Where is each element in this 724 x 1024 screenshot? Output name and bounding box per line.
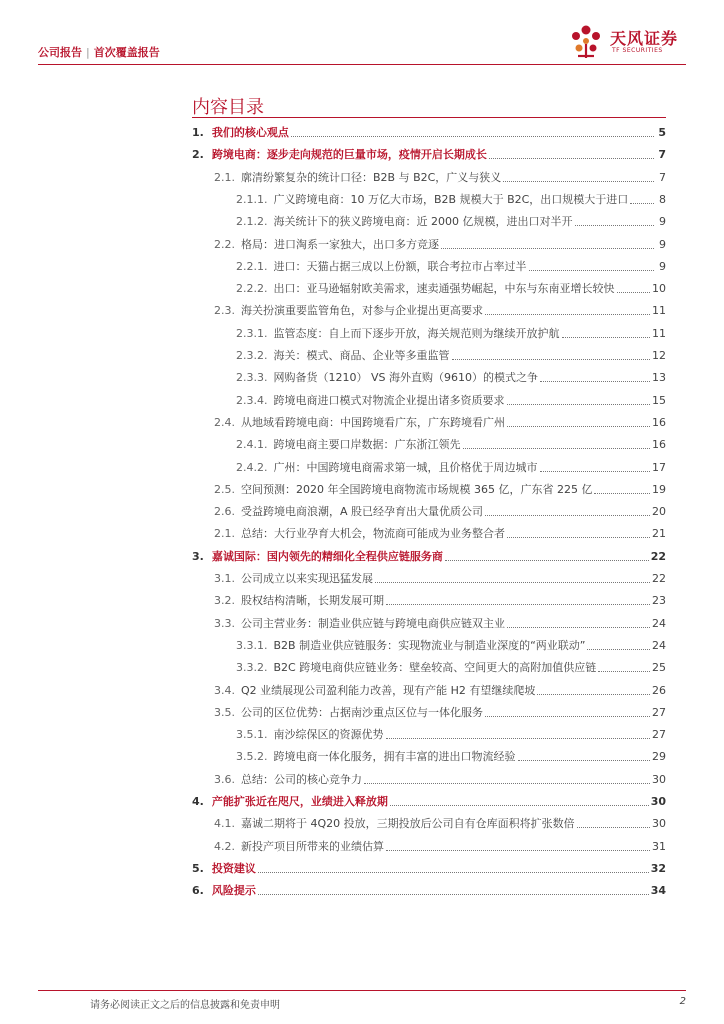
toc-entry-title[interactable]: 新投产项目所带来的业绩估算: [241, 839, 384, 853]
toc-entry-title[interactable]: 投资建议: [211, 861, 256, 875]
toc-entry-page: 20: [652, 505, 666, 519]
toc-leader-dots: [630, 202, 654, 204]
toc-entry-title[interactable]: B2B 制造业供应链服务：实现物流业与制造业深度的“两业联动”: [273, 638, 586, 652]
toc-entry-title[interactable]: 公司的区位优势：占据南沙重点区位与一体化服务: [241, 705, 483, 719]
toc-entry-number: 6.: [192, 884, 204, 898]
toc-entry-page: 16: [652, 415, 666, 429]
toc-entry-page: 31: [652, 839, 666, 853]
breadcrumb-separator: |: [86, 46, 90, 59]
footer-divider: [38, 990, 686, 991]
toc-entry[interactable]: [192, 499, 666, 519]
toc-entry-number: 2.2.1.: [236, 259, 268, 273]
toc-entry-page: 9: [659, 237, 666, 251]
toc-entry-number: 5.: [192, 861, 204, 875]
toc-entry-page: 12: [652, 349, 666, 362]
toc-entry-page: 16: [652, 438, 666, 452]
toc-entry-number: 2.4.1.: [236, 438, 268, 452]
toc-leader-dots: [537, 693, 650, 695]
toc-leader-dots: [390, 804, 649, 806]
toc-entry-title[interactable]: 南沙综保区的资源优势: [273, 728, 384, 742]
toc-entry-number: 4.2.: [214, 839, 235, 853]
toc-entry-title[interactable]: B2C 跨境电商供应链业务：壁垒较高、空间更大的高附加值供应链: [273, 661, 597, 675]
toc-leader-dots: [445, 559, 649, 561]
toc-entry-number: 2.2.: [214, 237, 235, 251]
toc-leader-dots: [386, 737, 651, 739]
toc-entry-page: 30: [652, 817, 666, 831]
toc-entry-title[interactable]: 广州：中国跨境电商需求第一城，且价格优于周边城市: [273, 460, 538, 474]
toc-entry-number: 2.3.1.: [236, 326, 268, 340]
toc-entry-page: 19: [652, 482, 666, 496]
toc-entry-title[interactable]: 跨境电商进口模式对物流企业提出诸多资质要求: [273, 393, 505, 407]
toc-entry-title[interactable]: 产能扩张近在咫尺，业绩进入释放期: [211, 795, 388, 808]
toc-entry[interactable]: [192, 678, 666, 698]
toc-entry-title[interactable]: 风险提示: [211, 884, 256, 898]
toc-leader-dots: [503, 180, 654, 182]
toc-leader-dots: [507, 536, 650, 538]
toc-entry-number: 2.3.3.: [236, 371, 268, 385]
toc-entry[interactable]: [192, 521, 666, 541]
toc-entry-page: 30: [650, 795, 666, 808]
toc-entry-number: 1.: [192, 126, 204, 139]
toc-leader-dots: [485, 514, 650, 516]
toc-entry-number: 2.4.2.: [236, 460, 268, 474]
toc-entry-page: 30: [652, 772, 666, 786]
toc-entry[interactable]: [192, 298, 666, 318]
toc-entry[interactable]: [192, 700, 666, 720]
toc-entry-number: 3.3.: [214, 616, 235, 630]
toc-entry-page: 27: [652, 728, 666, 742]
toc-entry[interactable]: [192, 365, 666, 385]
toc-entry-number: 2.3.4.: [236, 393, 268, 407]
toc-entry-number: 4.: [192, 795, 204, 808]
toc-entry-number: 3.1.: [214, 572, 235, 585]
toc-leader-dots: [258, 871, 649, 873]
toc-entry-title[interactable]: 跨境电商：逐步走向规范的巨量市场，疫情开启长期成长: [211, 148, 487, 162]
page-number: 2: [679, 996, 686, 1007]
toc-entry-page: 7: [659, 170, 666, 184]
toc-entry[interactable]: [192, 165, 666, 185]
toc-entry-number: 2.5.: [214, 482, 235, 496]
toc-leader-dots: [485, 715, 650, 717]
toc-entry-page: 17: [652, 460, 666, 474]
toc-entry[interactable]: [192, 544, 666, 564]
toc-entry-title[interactable]: 跨境电商一体化服务，拥有丰富的进出口物流经验: [273, 750, 516, 764]
toc-entry-title[interactable]: 股权结构清晰，长期发展可期: [241, 594, 384, 608]
toc-entry[interactable]: [192, 410, 666, 430]
toc-entry-title[interactable]: 跨境电商主要口岸数据：广东浙江领先: [273, 438, 461, 452]
toc-leader-dots: [540, 470, 651, 472]
toc-leader-dots: [577, 826, 650, 828]
logo-wordmark: 天风证券: [610, 29, 679, 48]
logo-subtitle: TF SECURITIES: [612, 47, 663, 54]
toc-entry-title[interactable]: 总结：公司的核心竞争力: [241, 772, 362, 786]
page-header: [38, 29, 686, 64]
toc-leader-dots: [452, 358, 651, 360]
toc-entry-title[interactable]: 海关扮演重要监管角色，对参与企业提出更高要求: [241, 304, 483, 318]
toc-entry-page: 9: [659, 215, 666, 229]
toc-entry-number: 3.5.1.: [236, 728, 268, 742]
toc-entry-page: 24: [652, 638, 666, 652]
toc-entry[interactable]: [192, 856, 666, 876]
toc-leader-dots: [507, 626, 650, 628]
toc-leader-dots: [386, 849, 650, 851]
toc-entry[interactable]: [192, 811, 666, 831]
toc-entry-title[interactable]: 我们的核心观点: [211, 126, 289, 139]
toc-entry-title[interactable]: 网购备货（1210） VS 海外直购（9610）的模式之争: [273, 371, 538, 385]
toc-entry-number: 3.5.2.: [236, 750, 268, 764]
toc-entry-title[interactable]: 监管态度：自上而下逐步开放，海关规范则为继续开放护航: [273, 326, 560, 340]
toc-leader-dots: [291, 135, 654, 137]
toc-title-divider: [192, 117, 666, 118]
toc-leader-dots: [364, 782, 650, 784]
toc-entry[interactable]: [192, 588, 666, 608]
toc-leader-dots: [507, 425, 650, 427]
toc-entry[interactable]: [192, 343, 666, 363]
toc-entry[interactable]: [192, 834, 666, 854]
toc-entry-title[interactable]: 广义跨境电商：10 万亿大市场，B2B 规模大于 B2C，出口规模大于进口: [273, 192, 629, 206]
toc-entry-page: 26: [652, 683, 666, 697]
toc-entry-number: 3.5.: [214, 705, 235, 719]
toc-entry-number: 2.4.: [214, 415, 235, 429]
breadcrumb-report-type: 公司报告: [38, 46, 82, 59]
toc-leader-dots: [587, 648, 650, 650]
toc-entry-number: 2.1.2.: [236, 215, 268, 229]
company-logo: [566, 20, 686, 64]
toc-leader-dots: [463, 447, 651, 449]
toc-entry[interactable]: [192, 744, 666, 764]
toc-entry[interactable]: [192, 187, 666, 207]
toc-entry-page: 5: [658, 126, 666, 139]
toc-entry-number: 3.3.1.: [236, 638, 268, 652]
toc-leader-dots: [518, 759, 651, 761]
toc-entry-page: 22: [650, 549, 666, 563]
toc-entry-number: 2.: [192, 148, 204, 162]
toc-leader-dots: [540, 380, 650, 382]
toc-entry[interactable]: [192, 633, 666, 653]
toc-entry[interactable]: [192, 477, 666, 497]
toc-entry-page: 32: [650, 861, 666, 875]
breadcrumb-coverage: 首次覆盖报告: [93, 46, 160, 59]
toc-entry[interactable]: [192, 767, 666, 787]
toc-entry[interactable]: [192, 432, 666, 452]
toc-entry-page: 8: [659, 192, 666, 206]
toc-entry-page: 11: [652, 304, 666, 318]
toc-leader-dots: [575, 224, 655, 226]
toc-entry-number: 3.6.: [214, 772, 235, 786]
toc-leader-dots: [485, 313, 650, 315]
toc-entry-title[interactable]: 廓清纷繁复杂的统计口径：B2B 与 B2C，广义与狭义: [241, 170, 502, 184]
toc-entry-number: 2.1.: [214, 170, 235, 184]
toc-entry-title[interactable]: 进口：天猫占据三成以上份额，联合考拉市占率过半: [273, 259, 527, 273]
toc-entry-page: 21: [652, 527, 666, 541]
header-divider: [38, 64, 686, 65]
toc-entry[interactable]: [192, 388, 666, 408]
toc-entry-page: 27: [652, 705, 666, 719]
toc-entry-number: 3.2.: [214, 594, 235, 608]
toc-entry-page: 13: [652, 371, 666, 385]
toc-entry[interactable]: [192, 722, 666, 742]
toc-entry[interactable]: [192, 655, 666, 675]
toc-entry-number: 3.4.: [214, 683, 235, 697]
toc-entry-title[interactable]: 格局：进口淘系一家独大，出口多方竞逐: [241, 237, 439, 251]
toc-entry-page: 23: [652, 594, 666, 608]
toc-entry[interactable]: [192, 455, 666, 475]
toc-entry-number: 2.1.1.: [236, 192, 268, 206]
toc-entry[interactable]: [192, 878, 666, 898]
breadcrumb: [38, 44, 160, 60]
toc-entry-number: 2.2.2.: [236, 282, 268, 296]
toc-entry-title[interactable]: 从地域看跨境电商：中国跨境看广东，广东跨境看广州: [241, 415, 505, 429]
toc-leader-dots: [375, 581, 650, 583]
toc-entry-page: 10: [652, 282, 666, 296]
toc-leader-dots: [562, 336, 651, 338]
toc-entry[interactable]: [192, 209, 666, 229]
toc-entry-number: 3.3.2.: [236, 661, 268, 675]
toc-entry-page: 9: [659, 259, 666, 273]
toc-entry-page: 29: [652, 750, 666, 764]
toc-entry[interactable]: [192, 232, 666, 252]
toc-leader-dots: [617, 291, 651, 293]
toc-entry-title[interactable]: 空间预测：2020 年全国跨境电商物流市场规模 365 亿，广东省 225 亿: [241, 482, 593, 496]
toc-entry-title[interactable]: 海关统计下的狭义跨境电商：近 2000 亿规模，进出口对半开: [273, 215, 573, 229]
toc-entry-title[interactable]: 公司主营业务：制造业供应链与跨境电商供应链双主业: [241, 616, 505, 630]
toc-entry-title[interactable]: Q2 业绩展现公司盈利能力改善，现有产能 H2 有望继续爬坡: [241, 683, 536, 697]
toc-entry-title[interactable]: 受益跨境电商浪潮，A 股已经孕育出大量优质公司: [241, 505, 484, 519]
logo-mark-icon: [566, 22, 606, 62]
toc-entry-page: 34: [650, 884, 666, 898]
toc-entry[interactable]: [192, 321, 666, 341]
toc-title: 内容目录: [192, 97, 264, 118]
toc-entry-title[interactable]: 嘉诚二期将于 4Q20 投放，三期投放后公司自有仓库面积将扩张数倍: [241, 817, 575, 831]
toc-leader-dots: [441, 247, 654, 249]
toc-entry-number: 2.6.: [214, 505, 235, 519]
toc-entry-number: 4.1.: [214, 817, 235, 831]
toc-entry[interactable]: [192, 142, 666, 162]
toc-entry-page: 24: [652, 616, 666, 630]
toc-leader-dots: [489, 157, 654, 159]
toc-entry[interactable]: [192, 120, 666, 140]
toc-entry[interactable]: [192, 566, 666, 586]
toc-leader-dots: [598, 670, 650, 672]
toc-entry-title[interactable]: 公司成立以来实现迅猛发展: [241, 572, 373, 585]
toc-entry-page: 11: [652, 326, 666, 340]
toc-entry[interactable]: [192, 254, 666, 274]
toc-entry-number: 2.3.: [214, 304, 235, 318]
toc-entry-page: 22: [652, 572, 666, 585]
toc-entry-number: 3.: [192, 549, 204, 563]
toc-entry[interactable]: [192, 276, 666, 296]
toc-entry-title[interactable]: 海关：模式、商品、企业等多重监管: [273, 349, 450, 362]
toc-entry-page: 7: [658, 148, 666, 162]
toc-entry-title[interactable]: 总结：大行业孕育大机会，物流商可能成为业务整合者: [241, 527, 505, 541]
toc-leader-dots: [529, 269, 655, 271]
toc-leader-dots: [507, 403, 651, 405]
toc-entry-page: 15: [652, 393, 666, 407]
toc-entry-title[interactable]: 出口：亚马逊辐射欧美需求，速卖通强势崛起，中东与东南亚增长较快: [273, 282, 615, 296]
toc-entry-page: 25: [652, 661, 666, 675]
toc-entry[interactable]: [192, 611, 666, 631]
toc-leader-dots: [386, 603, 650, 605]
toc-entry-title[interactable]: 嘉诚国际：国内领先的精细化全程供应链服务商: [211, 549, 443, 563]
toc-entry-number: 2.3.2.: [236, 349, 268, 362]
footer-disclaimer: 请务必阅读正文之后的信息披露和免责申明: [90, 1000, 280, 1011]
toc-entry-number: 2.1.: [214, 527, 235, 541]
toc-leader-dots: [594, 492, 650, 494]
toc-entry[interactable]: [192, 789, 666, 809]
toc-leader-dots: [258, 893, 649, 895]
